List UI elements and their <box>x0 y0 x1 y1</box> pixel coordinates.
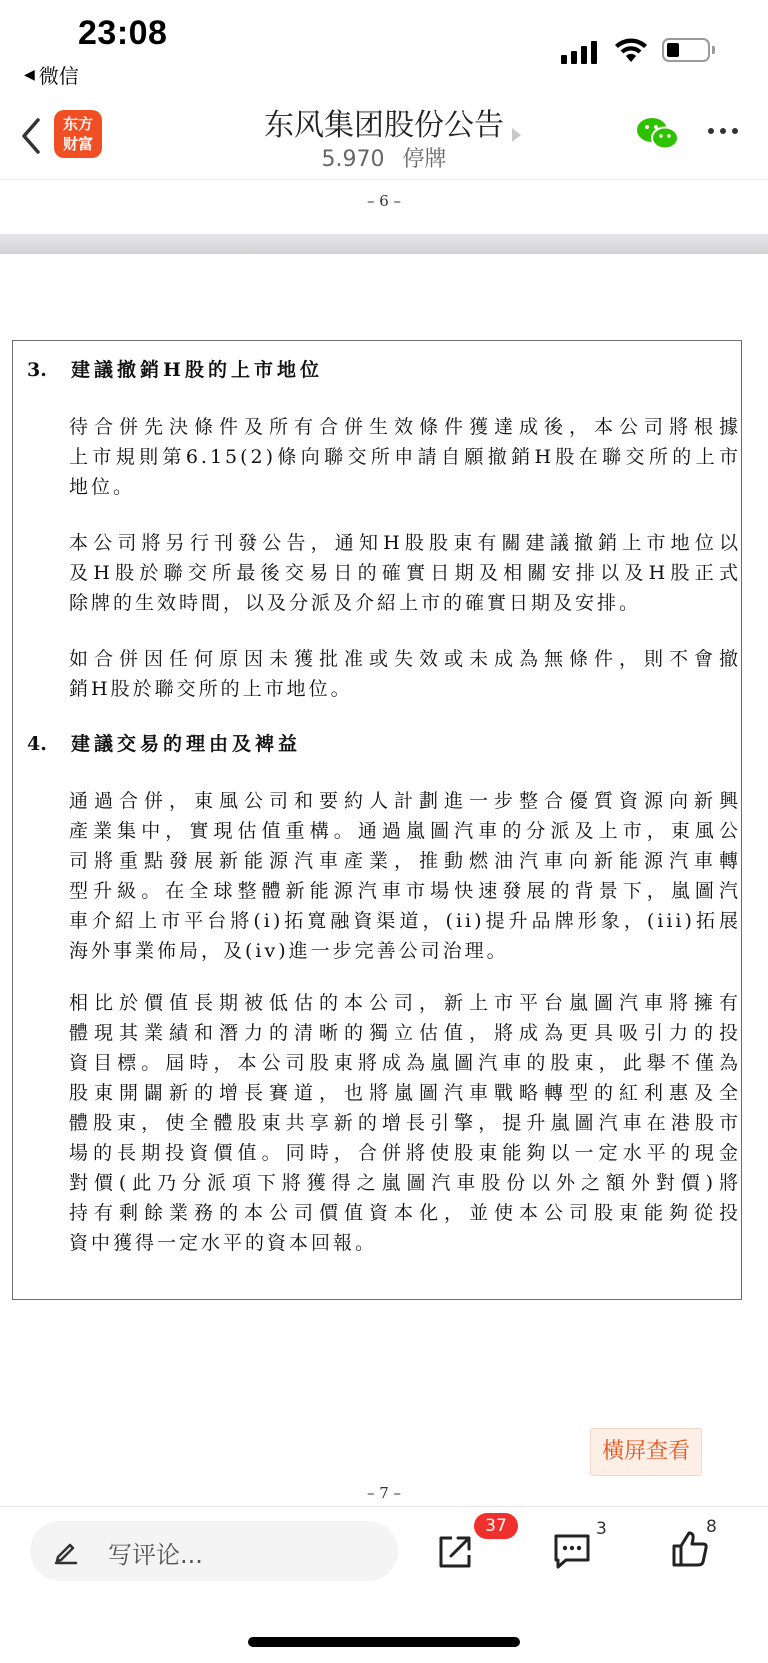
paragraph <box>69 412 741 502</box>
logo-line-2: 财富 <box>62 135 93 153</box>
text-line: 如合併因任何原因未獲批准或失效或未成為無條件，則不會撤 <box>69 648 741 670</box>
text-line: 除牌的生效時間，以及分派及介紹上市的確實日期及安排。 <box>69 592 642 614</box>
back-app-label: 微信 <box>38 64 79 88</box>
page-number-top: – 6 – <box>366 192 402 210</box>
section-number: 4. <box>27 733 47 755</box>
text-line: 體現其業績和潛力的清晰的獨立估值，將成為更具吸引力的投 <box>69 1022 741 1044</box>
nav-header <box>0 92 768 180</box>
comment-count: 3 <box>596 1519 607 1539</box>
landscape-view-button[interactable]: 橫屏查看 <box>590 1428 702 1476</box>
status-time: 23:08 <box>78 14 168 52</box>
section-title: 建議撤銷H股的上市地位 <box>71 359 323 381</box>
comments-icon[interactable] <box>552 1531 592 1571</box>
share-icon[interactable] <box>436 1533 474 1571</box>
paragraph <box>69 988 741 1258</box>
text-line: 體股東，使全體股東共享新的增長引擎，提升嵐圖汽車在港股市 <box>69 1112 741 1134</box>
text-line: 股東開闢新的增長賽道，也將嵐圖汽車戰略轉型的紅利惠及全 <box>69 1082 741 1104</box>
paragraph <box>69 644 741 704</box>
share-count-badge: 37 <box>474 1513 518 1539</box>
bottom-action-bar <box>0 1506 768 1663</box>
stock-price: 5.970 <box>321 147 385 172</box>
text-line: 對價(此乃分派項下將獲得之嵐圖汽車股份以外之額外對價)將 <box>69 1172 741 1194</box>
text-line: 司將重點發展新能源汽車產業，推動燃油汽車向新能源汽車轉 <box>69 850 741 872</box>
home-indicator <box>248 1637 520 1647</box>
back-to-wechat[interactable] <box>24 60 79 89</box>
section-number: 3. <box>27 359 47 381</box>
text-line: 車介紹上市平台將(i)拓寬融資渠道，(ii)提升品牌形象，(iii)拓展 <box>69 910 741 932</box>
text-line: 產業集中，實現估值重構。通過嵐圖汽車的分派及上市，東風公 <box>69 820 741 842</box>
paragraph <box>69 786 741 966</box>
more-options-icon[interactable] <box>708 128 738 134</box>
back-triangle-icon: ◀ <box>24 66 35 83</box>
battery-icon <box>662 38 710 62</box>
text-line: 及H股於聯交所最後交易日的確實日期及相關安排以及H股正式 <box>69 562 741 584</box>
section-title: 建議交易的理由及裨益 <box>71 733 302 755</box>
paragraph <box>69 528 741 618</box>
cellular-signal-icon <box>561 40 597 64</box>
text-line: 本公司將另行刊發公告，通知H股股東有關建議撤銷上市地位以 <box>69 532 741 554</box>
wifi-icon <box>614 36 648 64</box>
page-separator <box>0 234 768 254</box>
comment-input[interactable] <box>30 1521 398 1581</box>
text-line: 型升級。在全球整體新能源汽車市場快速發展的背景下，嵐圖汽 <box>69 880 741 902</box>
pen-icon <box>52 1537 80 1565</box>
wechat-share-icon[interactable] <box>636 116 680 152</box>
battery-nub <box>712 46 715 54</box>
text-line: 通過合併，東風公司和要約人計劃進一步整合優質資源向新興 <box>69 790 741 812</box>
text-line: 地位。 <box>69 476 136 498</box>
thumbs-up-icon[interactable] <box>670 1529 710 1569</box>
text-line: 銷H股於聯交所的上市地位。 <box>69 678 353 700</box>
text-line: 場的長期投資價值。同時，合併將使股東能夠以一定水平的現金 <box>69 1142 741 1164</box>
page-number-bottom: – 7 – <box>366 1484 402 1502</box>
text-line: 待合併先決條件及所有合併生效條件獲達成後，本公司將根據 <box>69 416 741 438</box>
quote-arrow-icon[interactable] <box>512 128 521 142</box>
text-line: 海外事業佈局，及(iv)進一步完善公司治理。 <box>69 940 509 962</box>
text-line: 資中獲得一定水平的資本回報。 <box>69 1232 378 1254</box>
logo-line-1: 东方 <box>62 115 93 133</box>
status-bar <box>0 0 768 92</box>
like-count: 8 <box>706 1517 717 1537</box>
section-heading-4 <box>27 729 301 756</box>
text-line: 資目標。屆時，本公司股東將成為嵐圖汽車的股東，此舉不僅為 <box>69 1052 741 1074</box>
text-line: 相比於價值長期被低估的本公司，新上市平台嵐圖汽車將擁有 <box>69 992 741 1014</box>
section-heading-3 <box>27 355 323 382</box>
announcement-content-box <box>12 340 742 1300</box>
text-line: 持有剩餘業務的本公司價值資本化，並使本公司股東能夠從投 <box>69 1202 741 1224</box>
comment-placeholder: 写评论... <box>108 1541 203 1569</box>
trading-status: 停牌 <box>402 147 447 172</box>
page-title: 东风集团股份公告 <box>264 108 504 143</box>
text-line: 上市規則第6.15(2)條向聯交所申請自願撤銷H股在聯交所的上市 <box>69 446 741 468</box>
